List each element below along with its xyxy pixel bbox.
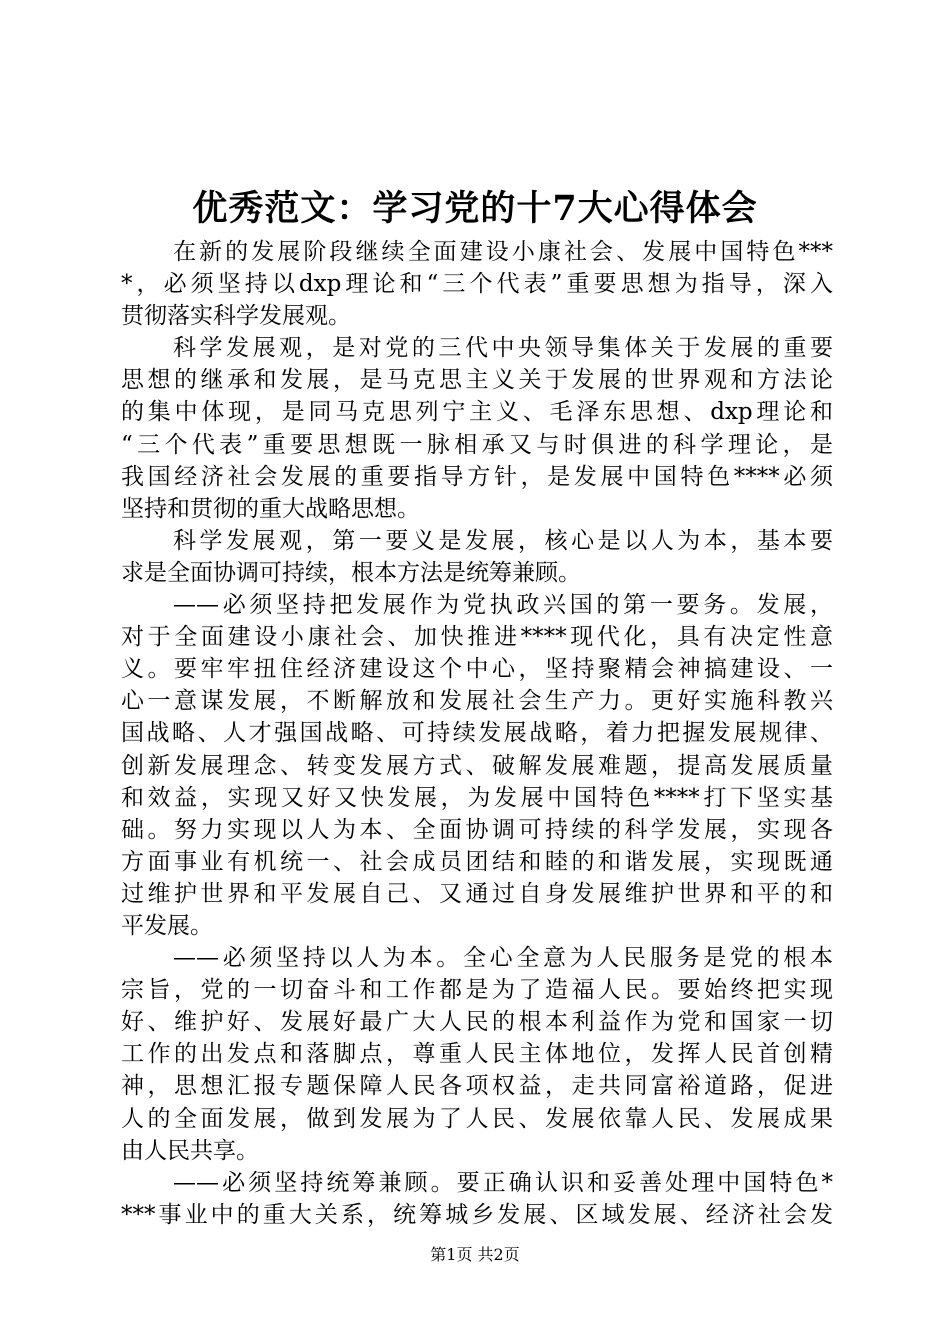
paragraph: [121, 589, 833, 942]
paragraph-line: ——必须坚持把发展作为党执政兴国的第一要务。发展，: [173, 592, 833, 619]
paragraph-line: 科学发展观，是对党的三代中央领导集体关于发展的重要: [173, 335, 833, 362]
paragraph: [121, 942, 833, 1167]
paragraph-line: 坚持和贯彻的重大战略思想。: [121, 495, 420, 522]
paragraph-line: 求是全面协调可持续，根本方法是统筹兼顾。: [121, 559, 581, 586]
paragraph-line: 科学发展观，第一要义是发展，核心是以人为本，基本要: [173, 527, 833, 554]
paragraph-line: 我国经济社会发展的重要指导方针，是发展中国特色****必须: [121, 463, 833, 490]
paragraph: [121, 525, 833, 589]
paragraph-line: 方面事业有机统一、社会成员团结和睦的和谐发展，实现既通: [121, 848, 833, 875]
paragraph-line: 工作的出发点和落脚点，尊重人民主体地位，发挥人民首创精: [121, 1041, 833, 1068]
paragraph-line: 宗旨，党的一切奋斗和工作都是为了造福人民。要始终把实现: [121, 977, 833, 1004]
paragraph-line: 和效益，实现又好又快发展，为发展中国特色****打下坚实基: [121, 784, 833, 811]
paragraph-line: *，必须坚持以dxp理论和“三个代表”重要思想为指导，深入: [121, 271, 833, 298]
document-title: 优秀范文：学习党的十7大心得体会: [192, 188, 758, 229]
paragraph-line: 思想的继承和发展，是马克思主义关于发展的世界观和方法论: [121, 367, 833, 394]
paragraph-line: 平发展。: [121, 912, 213, 939]
paragraph-line: 创新发展理念、转变发展方式、破解发展难题，提高发展质量: [121, 752, 833, 779]
document-body: [121, 236, 833, 1231]
paragraph-line: 由人民共享。: [121, 1137, 259, 1164]
page-footer: 第1页 共2页: [430, 1245, 520, 1264]
paragraph: [121, 1167, 833, 1231]
paragraph-line: 贯彻落实科学发展观。: [121, 303, 351, 330]
paragraph: [121, 332, 833, 525]
paragraph-line: 在新的发展阶段继续全面建设小康社会、发展中国特色***: [173, 239, 833, 265]
paragraph-line: 的集中体现，是同马克思列宁主义、毛泽东思想、dxp理论和: [121, 399, 833, 426]
paragraph-line: 础。努力实现以人为本、全面协调可持续的科学发展，实现各: [121, 816, 833, 843]
paragraph-line: 人的全面发展，做到发展为了人民、发展依靠人民、发展成果: [121, 1105, 833, 1132]
paragraph-line: 心一意谋发展，不断解放和发展社会生产力。更好实施科教兴: [121, 688, 833, 715]
paragraph-line: ——必须坚持统筹兼顾。要正确认识和妥善处理中国特色*: [173, 1169, 833, 1196]
paragraph-line: 好、维护好、发展好最广大人民的根本利益作为党和国家一切: [121, 1009, 833, 1036]
paragraph-line: 过维护世界和平发展自己、又通过自身发展维护世界和平的和: [121, 880, 833, 907]
paragraph-line: ***事业中的重大关系，统筹城乡发展、区域发展、经济社会发: [121, 1201, 833, 1228]
paragraph-line: “三个代表”重要思想既一脉相承又与时俱进的科学理论，是: [121, 431, 833, 458]
paragraph-line: 国战略、人才强国战略、可持续发展战略，着力把握发展规律、: [121, 720, 833, 747]
paragraph-line: ——必须坚持以人为本。全心全意为人民服务是党的根本: [173, 945, 833, 972]
paragraph: [121, 236, 833, 332]
paragraph-line: 神，思想汇报专题保障人民各项权益，走共同富裕道路，促进: [121, 1073, 833, 1100]
paragraph-line: 义。要牢牢扭住经济建设这个中心，坚持聚精会神搞建设、一: [121, 656, 833, 683]
paragraph-line: 对于全面建设小康社会、加快推进****现代化，具有决定性意: [121, 624, 833, 651]
